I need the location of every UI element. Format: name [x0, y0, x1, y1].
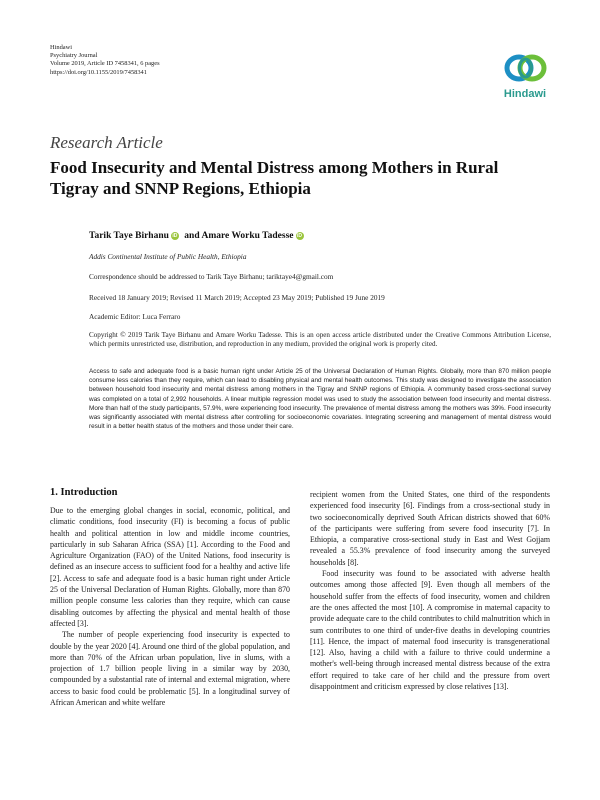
correspondence: Correspondence should be addressed to Tarik Taye Birhanu; tariktaye4@gmail.com [89, 272, 334, 281]
orcid-icon[interactable]: iD [172, 233, 178, 239]
author-2[interactable]: Amare Worku Tadesse [201, 231, 294, 241]
author-line [89, 231, 307, 241]
author-1[interactable]: Tarik Taye Birhanu [89, 231, 169, 241]
paragraph: Food insecurity was found to be associated with adverse health outcomes among those affected [9]. Even though all members of the household suffer from the effects of food insecurity, women and children are the ones affected the most [10]. A compromise in maternal capacity to provide adequate care to the child contributes to child malnutrition which in sum contributes to one third of under-five deaths in developing countries [11]. Hence, the impact of maternal food insecurity is transgenerational [12]. Also, having a child with a failure to thrive could undermine a mother's well-being through increased mental distress because of the extra effort required to take care of her child and the pressure from overt disappointment and criticism expressed by close relatives [13]. [310, 569, 550, 692]
body-column-left [50, 505, 290, 708]
article-title: Food Insecurity and Mental Distress among Mothers in Rural Tigray and SNNP Regions, Ethiopia [50, 158, 499, 198]
body-column-right [310, 489, 550, 692]
journal-name: Psychiatry Journal [50, 52, 98, 60]
abstract: Access to safe and adequate food is a basic human right under Article 25 of the Universal Declaration of Human Rights. Globally, more than 870 million people consume less calories than they require, which can lead to disabling physical and mental health outcomes. This study was designed to investigate the association between household food insecurity and mental distress among mothers in the Tigray and SNNP regions of Ethiopia. A community based cross-sectional survey was completed on a total of 2,992 households. A linear multiple regression model was used to study the association between food insecurity and mental distress. More than half of the study participants, 57.9%, were experiencing food insecurity. The prevalence of mental distress among the mothers was 39%. Food insecurity was significantly associated with mental distress after controlling for socioeconomic covariates. Integrating screening and management of mental distress would result in a better health status of the mothers and those under their care. [89, 368, 551, 431]
volume-info: Volume 2019, Article ID 7458341, 6 pages [50, 60, 160, 68]
orcid-icon[interactable]: iD [297, 233, 302, 239]
affiliation: Addis Continental Institute of Public Health, Ethiopia [89, 252, 247, 261]
publisher-name: Hindawi [50, 44, 73, 51]
masthead [50, 44, 160, 77]
academic-editor: Academic Editor: Luca Ferraro [89, 312, 181, 321]
paragraph: recipient women from the United States, one third of the respondents experienced food insecurity [6]. Findings from a cross-sectional study in two socioeconomically deprived South African districts showed that 60% of the participants were suffering from severe food insecurity [7]. In Ethiopia, a comparative cross-sectional study in East and West Gojjam revealed a 55.3% prevalence of food insecurity among the surveyed households [8]. [310, 490, 550, 567]
paragraph: Due to the emerging global changes in social, economic, political, and climatic conditions, food insecurity (FI) is becoming a focus of public health and political attention in low and middle income countries, particularly in sub Saharan Africa (SSA) [1]. According to the Food and Agriculture Organization (FAO) of the United Nations, food insecurity is defined as an insecure access to sufficient food for a healthy and active life [2]. Access to safe and adequate food is a basic human right under Article 25 of the Universal Declaration of Human Rights. Globally, more than 870 million people consume less calories than they require, which can cause disabling outcomes by affecting the physical and mental health of those affected [3]. [50, 506, 290, 628]
doi-link[interactable]: https://doi.org/10.1155/2019/7458341 [50, 68, 147, 76]
publication-dates: Received 18 January 2019; Revised 11 March 2019; Accepted 23 May 2019; Published 19 June 2019 [89, 293, 385, 302]
paragraph: The number of people experiencing food insecurity is expected to double by the year 2020 [4]. Around one third of the global population, and more than 70% of the African urban population, live in slums, with a projection of 1.7 billion people living in a similar way by 2030, compounded by a substantial rate of internal and external migration, where access to basic food could be problematic [5]. In a longitudinal survey of African American and white welfare [50, 630, 290, 708]
section-heading-introduction: 1. Introduction [50, 487, 118, 498]
author-conjunction: and [184, 231, 200, 241]
article-type: Research Article [50, 133, 163, 152]
logo-wordmark: Hindawi [503, 88, 547, 100]
copyright-notice: Copyright © 2019 Tarik Taye Birhanu and Amare Worku Tadesse. This is an open access article distributed under the Creative Commons Attribution License, which permits unrestricted use, distribution, and reproduction in any medium, provided the original work is properly cited. [89, 331, 551, 349]
